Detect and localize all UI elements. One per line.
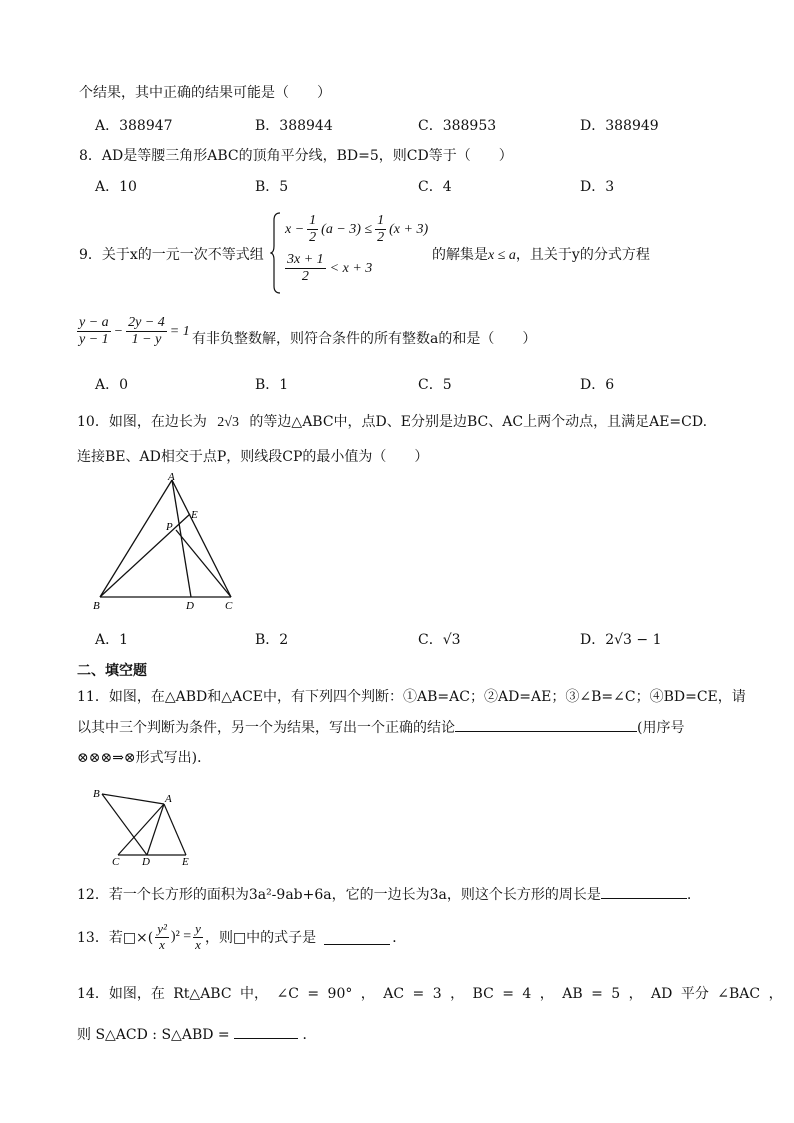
q13-text-a: 13．若□×(	[77, 930, 154, 947]
q14-line-2	[77, 1024, 317, 1044]
q13-frac-1	[155, 922, 169, 953]
eq-minus: −	[113, 323, 124, 339]
q10-line-1a: 10．如图，在边长为	[77, 414, 207, 430]
numerator: 1	[307, 213, 318, 230]
eq-frac-1	[77, 315, 111, 348]
q9-equation-tail: 有非负整数解，则符合条件的所有整数a的和是（ ）	[192, 331, 537, 347]
segment-be	[100, 514, 190, 597]
q10-option-b[interactable]: B．2	[255, 632, 289, 648]
numerator: y − a	[77, 315, 111, 332]
segment-bd	[102, 794, 147, 855]
judgement-2: ②AD=AE；	[483, 689, 566, 705]
numerator: 2y − 4	[126, 315, 167, 332]
q9-tail-2: ，且关于y的分式方程	[515, 247, 650, 263]
q9-inequality-1	[285, 213, 428, 246]
label-d: D	[186, 600, 194, 612]
q11-line-1a: 11．如图，在△ABD和△ACE中，有下列四个判断：	[77, 689, 404, 705]
q9-tail	[432, 244, 650, 264]
q11-line-3: ⊗⊗⊗⇒⊗形式写出)．	[77, 750, 212, 766]
judgement-1: ①AB=AC；	[403, 689, 484, 705]
ineq1-part-b: (a − 3) ≤	[321, 221, 373, 237]
q7-option-a[interactable]: A．388947	[95, 118, 173, 134]
eq-frac-2	[126, 315, 167, 348]
q10-option-c[interactable]: C．√3	[418, 632, 461, 648]
q9-inequality-2	[285, 252, 372, 285]
q10-figure	[88, 470, 248, 616]
q7-continuation: 个结果，其中正确的结果可能是（ ）	[79, 85, 331, 101]
q13-text-b: )² =	[170, 929, 192, 945]
q12-end: .	[686, 887, 692, 903]
q11-line-2a: 以其中三个判断为条件，另一个为结果，写出一个正确的结论	[77, 720, 455, 736]
q9-option-d[interactable]: D．6	[580, 377, 615, 393]
q8-question: 8．AD是等腰三角形ABC的顶角平分线，BD=5，则CD等于（ ）	[79, 148, 513, 164]
label-e: E	[182, 856, 189, 866]
q14-answer-blank[interactable]	[234, 1038, 298, 1039]
label-p: P	[166, 521, 173, 533]
q7-option-d[interactable]: D．388949	[580, 118, 659, 134]
segment-ba	[102, 794, 164, 804]
segment-ae	[164, 804, 186, 855]
q13-text-c: ，则□中的式子是	[204, 930, 317, 947]
denominator: x	[195, 936, 201, 952]
q9-solution: x ≤ a	[488, 248, 516, 263]
q11-line-2	[77, 717, 684, 737]
q10-side-length: 2√3	[217, 415, 239, 430]
numerator: y	[195, 921, 201, 936]
ineq1-part-c: (x + 3)	[389, 221, 429, 237]
ineq1-part-a: x −	[285, 221, 305, 237]
label-d: D	[142, 856, 150, 866]
denominator: 2	[309, 230, 317, 246]
section-heading: 二、填空题	[77, 663, 147, 679]
q9-lead: 9．关于x的一元一次不等式组	[79, 247, 264, 263]
q11-figure	[90, 784, 200, 866]
label-c: C	[112, 856, 120, 866]
q7-option-c[interactable]: C．388953	[418, 118, 497, 134]
q9-option-a[interactable]: A．0	[95, 377, 129, 393]
q8-option-b[interactable]: B．5	[255, 179, 289, 195]
q12-text: 12．若一个长方形的面积为3a²-9ab+6a，它的一边长为3a，则这个长方形的周长是	[77, 887, 601, 903]
denominator: 1 − y	[131, 332, 162, 348]
numerator: y²	[157, 921, 167, 936]
segment-ad	[147, 804, 164, 855]
denominator: x	[159, 936, 165, 952]
numerator: 3x + 1	[285, 252, 326, 269]
label-b: B	[93, 600, 100, 612]
q12-answer-blank[interactable]	[601, 898, 687, 899]
q13-text-d: ．	[392, 930, 407, 947]
denominator: y − 1	[79, 332, 109, 348]
q14-line-2a: 则 S△ACD : S△ABD =	[77, 1027, 230, 1043]
eq-rhs: = 1	[169, 323, 190, 339]
q12-question	[77, 884, 691, 904]
q10-option-a[interactable]: A．1	[95, 632, 129, 648]
q9-equation	[77, 315, 190, 348]
q11-line-1	[77, 686, 746, 706]
q10-line-1	[77, 411, 707, 431]
denominator: 2	[301, 269, 309, 285]
label-b: B	[93, 788, 100, 800]
side-ab	[100, 480, 172, 597]
numerator: 1	[375, 213, 386, 230]
ineq1-frac-1	[307, 213, 318, 246]
label-e: E	[191, 509, 198, 521]
q8-option-d[interactable]: D．3	[580, 179, 615, 195]
segment-cp	[176, 530, 231, 597]
q11-answer-blank[interactable]	[455, 731, 637, 732]
label-c: C	[225, 600, 233, 612]
q10-option-d[interactable]: D．2√3 − 1	[580, 632, 662, 648]
q8-option-c[interactable]: C．4	[418, 179, 452, 195]
q7-option-b[interactable]: B．388944	[255, 118, 333, 134]
denominator: 2	[377, 230, 385, 246]
ineq2-part-b: < x + 3	[329, 260, 373, 276]
judgement-4: ④BD=CE，请	[649, 689, 746, 705]
q13-question	[77, 922, 406, 953]
q13-answer-blank[interactable]	[324, 930, 390, 945]
q14-line-2b: ．	[302, 1027, 317, 1043]
label-a: A	[168, 471, 175, 483]
q11-line-2b: (用序号	[637, 720, 685, 736]
ineq2-frac	[285, 252, 326, 285]
judgement-3: ③∠B=∠C；	[565, 689, 650, 705]
ineq1-frac-2	[375, 213, 386, 246]
q14-line-1: 14．如图，在 Rt△ABC 中， ∠C = 90° ， AC = 3 ， BC = 4 ， AB = 5 ， AD 平分 ∠BAC ，	[77, 986, 783, 1002]
q9-tail-1: 的解集是	[432, 247, 488, 263]
q13-frac-2	[193, 922, 203, 953]
system-brace	[270, 212, 282, 294]
q10-line-1b: 的等边△ABC中，点D、E分别是边BC、AC上两个动点，且满足AE=CD.	[249, 414, 708, 430]
label-a: A	[165, 793, 172, 805]
q8-option-a[interactable]: A．10	[95, 179, 137, 195]
q9-option-b[interactable]: B．1	[255, 377, 289, 393]
q10-line-2: 连接BE、AD相交于点P，则线段CP的最小值为（ ）	[77, 449, 429, 465]
q9-option-c[interactable]: C．5	[418, 377, 452, 393]
